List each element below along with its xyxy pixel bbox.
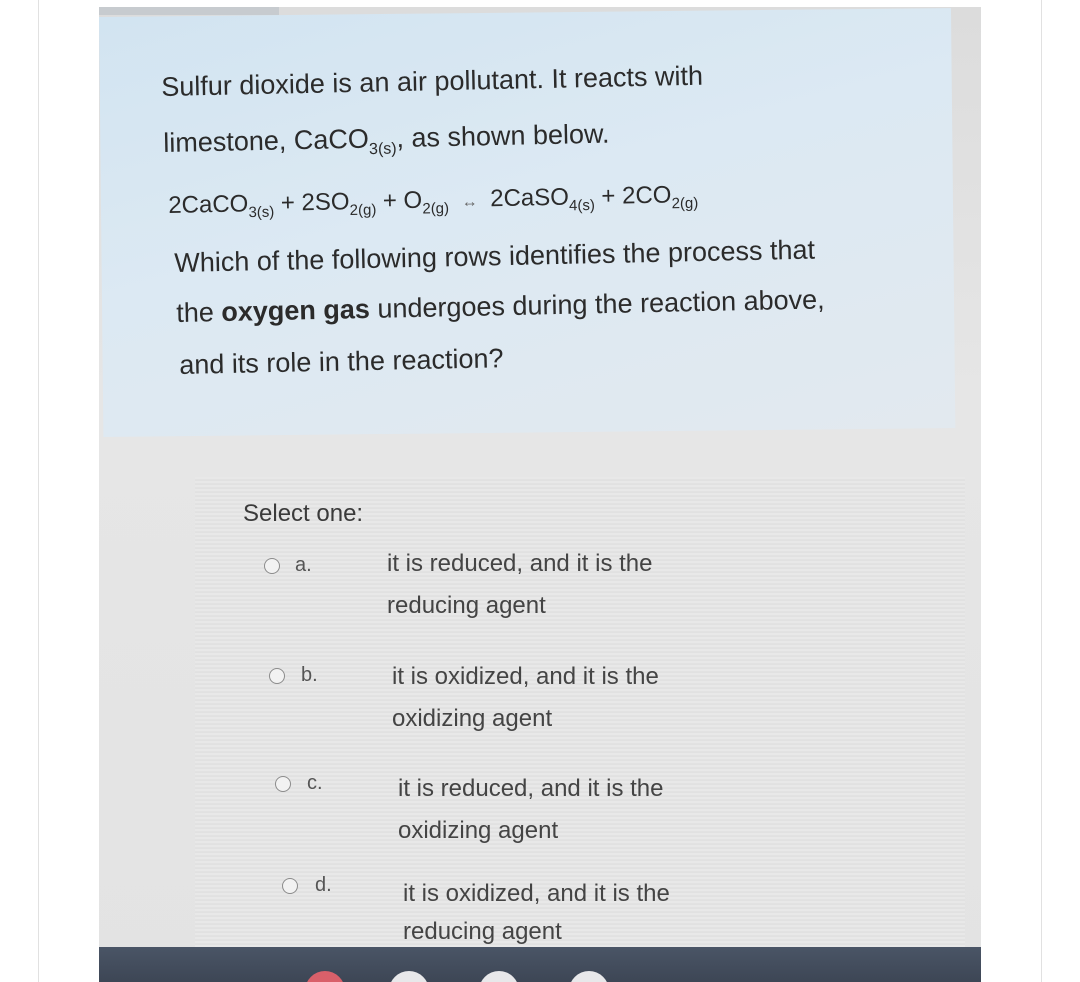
question-line-2-prefix: limestone, CaCO: [163, 123, 370, 158]
prompt-line-1: Which of the following rows identifies the process that: [174, 234, 816, 278]
option-text: [387, 543, 652, 627]
eq-term-sub: 4(s): [568, 196, 596, 215]
option-letter: a.: [295, 554, 312, 576]
option-letter: b.: [301, 664, 318, 686]
option-letter: d.: [315, 874, 332, 896]
prompt-emphasis: oxygen gas: [221, 293, 371, 328]
option-text: [403, 875, 670, 951]
radio-button[interactable]: [264, 558, 280, 574]
radio-button[interactable]: [269, 668, 285, 684]
eq-term-sub: 3(s): [248, 203, 275, 222]
radio-button[interactable]: [282, 878, 298, 894]
option-text-line: oxidizing agent: [392, 705, 553, 732]
option-text-line: it is reduced, and it is the: [387, 550, 653, 577]
eq-term-sub: 2(g): [671, 194, 699, 213]
frame-border-left: [38, 0, 39, 982]
option-text-line: it is oxidized, and it is the: [403, 880, 670, 907]
prompt-line-2-pre: the: [176, 297, 222, 328]
taskbar-icon[interactable]: [479, 971, 519, 982]
question-line-1: Sulfur dioxide is an air pollutant. It reacts with: [161, 60, 704, 102]
eq-term: + 2SO: [273, 188, 350, 217]
option-letter: c.: [307, 772, 323, 794]
prompt-line-3: and its role in the reaction?: [179, 343, 504, 380]
eq-term-sub: 2(g): [422, 199, 450, 218]
question-line-2-sub: 3(s): [368, 140, 397, 159]
bottom-taskbar: [99, 947, 981, 982]
option-text-line: oxidizing agent: [398, 817, 559, 844]
question-line-2-suffix: , as shown below.: [396, 118, 610, 154]
eq-term: + 2CO: [594, 181, 672, 211]
equilibrium-arrow: ↔: [461, 193, 478, 211]
option-text-line: it is reduced, and it is the: [398, 775, 664, 802]
option-text: [392, 656, 659, 740]
frame-border-right: [1041, 0, 1042, 982]
option-text-line: it is oxidized, and it is the: [392, 663, 659, 690]
taskbar-icon[interactable]: [389, 971, 429, 982]
eq-term: 2CaCO: [168, 190, 249, 219]
prompt-line-2-post: undergoes during the reaction above,: [369, 284, 825, 324]
option-text-line: reducing agent: [403, 918, 562, 945]
radio-button[interactable]: [275, 776, 291, 792]
option-text-line: reducing agent: [387, 592, 546, 619]
eq-term: 2CaSO: [489, 183, 570, 213]
select-one-label: Select one:: [243, 500, 364, 527]
eq-term: + O: [375, 186, 423, 215]
taskbar-icon[interactable]: [305, 971, 345, 982]
taskbar-icon[interactable]: [569, 971, 609, 982]
option-text: [398, 768, 663, 852]
eq-term-sub: 2(g): [349, 201, 377, 219]
photo-top-edge: [99, 7, 279, 15]
